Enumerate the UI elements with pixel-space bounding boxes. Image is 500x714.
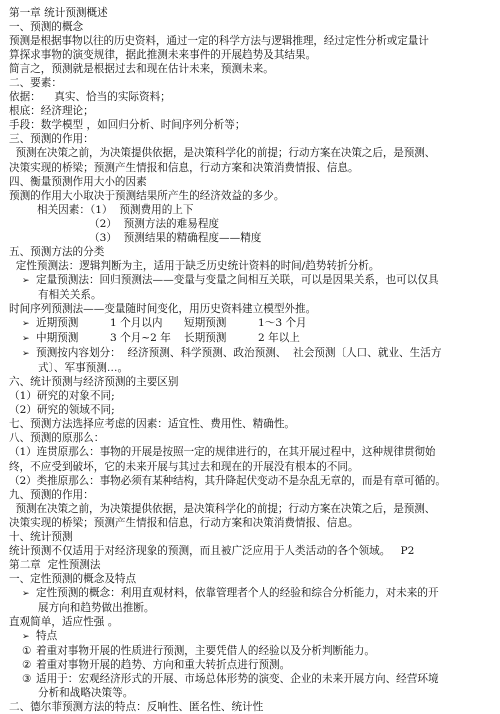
paragraph-line: 预测在决策之前，为决策提供依据，是决策科学化的前提；行动方案在决策之后，是预测、	[9, 502, 436, 515]
term-value: 1～3 个月	[258, 317, 307, 330]
section-heading: 四、衡量预测作用大小的因素	[9, 175, 147, 188]
paragraph-line: 手段：数学模型 ，如回归分析、时间序列分析等；	[9, 119, 246, 132]
arrow-bullet-icon: ➢	[22, 319, 30, 330]
numbered-item	[9, 658, 492, 672]
bullet-continuation: 展方向和趋势做出推断。	[38, 601, 155, 614]
section-heading: 五、预测方法的分类	[9, 245, 105, 258]
arrow-bullet-icon: ➢	[22, 632, 30, 643]
item-text: 着重对事物开展的性质进行预测，主要凭借人的经验以及分析判断能力。	[36, 645, 375, 658]
term-label: 短期预测	[184, 317, 227, 330]
term-value: 3 个月~2 年	[110, 332, 171, 345]
bullet-item	[9, 273, 492, 288]
section-heading: 二、要素：	[9, 77, 62, 90]
section-heading: 九、预测的作用：	[9, 488, 94, 501]
bullet-item	[9, 316, 492, 331]
section-heading: 八、预测的原那么：	[9, 432, 105, 445]
section-heading: 一、预测的概念	[9, 21, 84, 34]
section-heading: 一、定性预测的概念及特点	[9, 572, 137, 585]
paragraph-line: 算探求事物的演变规律，据此推测未来事件的开展趋势及其结果。	[9, 49, 317, 62]
bullet-continuation: 式〕、军事预测…。	[38, 362, 129, 375]
factor-line: （2） 预测方法的难易程度	[89, 217, 220, 230]
bullet-item	[9, 346, 492, 361]
paragraph-line: 简言之，预测就是根据过去和现在估计未来，预测未来。	[9, 63, 274, 76]
bullet-continuation: 有相关关系。	[38, 288, 102, 301]
item-number: ①	[22, 645, 32, 658]
arrow-bullet-icon: ➢	[22, 349, 30, 360]
section-heading: 十、统计预测	[9, 530, 73, 543]
bullet-text: 定量预测法：回归预测法——变量与变量之间相互关联，可以是因果关系，也可以仅具	[36, 273, 439, 286]
item-number: ②	[22, 659, 32, 672]
numbered-item	[9, 644, 492, 658]
list-item: （1）研究的对象不同;	[9, 390, 115, 403]
factor-line: 相关因素：（1） 预测费用的上下	[37, 203, 194, 216]
bullet-text: 特点	[36, 630, 58, 643]
section-heading: 三、预测的作用：	[9, 133, 94, 146]
list-item: （2）类推原那么：事物必须有某种结构，其升降起伏变动不是杂乱无章的，而是有章可循的。	[9, 474, 446, 487]
factor-line: （3） 预测结果的精确程度——精度	[89, 231, 262, 244]
paragraph-line: 根底：经济理论；	[9, 105, 94, 118]
paragraph-line: 预测的作用大小取决于预测结果所产生的经济效益的多少。	[9, 189, 285, 202]
chapter-heading: 第一章 统计预测概述	[9, 7, 108, 19]
paragraph-line: 决策实现的桥梁；预测产生情报和信息，行动方案和决策消费情报、信息。	[9, 161, 359, 174]
paragraph-line: 决策实现的桥梁；预测产生情报和信息，行动方案和决策消费情报、信息。	[9, 516, 359, 529]
section-heading: 六、统计预测与经济预测的主要区别	[9, 376, 179, 389]
paragraph-line: 预测是根据事物以往的历史资料，通过一定的科学方法与逻辑推理，经过定性分析或定量计	[9, 35, 429, 48]
paragraph-line: 直观简单，适应性强 。	[9, 616, 119, 629]
term-label: 长期预测	[184, 332, 227, 345]
paragraph-line: 定性预测法：逻辑判断为主，适用于缺乏历史统计资料的时间/趋势转折分析。	[9, 259, 380, 272]
arrow-bullet-icon: ➢	[22, 334, 30, 345]
item-text: 适用于：宏观经济形式的开展、市场总体形势的演变、企业的未来开展方向、经营环境	[36, 673, 439, 686]
term-value: 2 年以上	[258, 332, 300, 345]
paragraph-line: 预测在决策之前，为决策提供依据，是决策科学化的前提；行动方案在决策之后，是预测、	[9, 147, 436, 160]
item-number: ③	[22, 673, 32, 686]
term-value: 1 个月以内	[110, 317, 163, 330]
bullet-text: 定性预测的概念：利用直观材料，依靠管理者个人的经验和综合分析能力，对未来的开	[36, 586, 439, 599]
chapter-heading: 第二章 定性预测法	[9, 558, 101, 571]
bullet-item	[9, 586, 492, 601]
section-heading: 七、预测方法选择应考虑的因素：适宜性、费用性、精确性。	[9, 418, 296, 431]
list-item-continuation: 终，不应受到破坏，它的未来开展与其过去和现在的开展没有根本的不同。	[9, 460, 359, 473]
bullet-item	[9, 629, 492, 644]
paragraph-line: 依据： 真实、恰当的实际资料；	[9, 91, 171, 104]
numbered-item-continuation: 分析和战略决策等。	[38, 687, 134, 700]
bullet-item	[9, 331, 492, 346]
term-label: 近期预测	[36, 317, 79, 330]
paragraph-line: 时间序列预测法——变量随时间变化，用历史资料建立模型外推。	[9, 302, 317, 315]
term-label: 中期预测	[36, 332, 79, 345]
numbered-item	[9, 672, 492, 686]
arrow-bullet-icon: ➢	[22, 588, 30, 599]
arrow-bullet-icon: ➢	[22, 275, 30, 286]
list-item: （2）研究的领域不同;	[9, 404, 115, 417]
list-item: （1）连贯原那么：事物的开展是按照一定的规律进行的，在其开展过程中，这种规律贯彻始	[9, 446, 436, 459]
paragraph-line: 统计预测不仅适用于对经济现象的预测，而且被广泛应用于人类活动的各个领域。 P2	[9, 544, 415, 557]
bullet-text: 预测按内容划分： 经济预测、科学预测、政治预测、 社会预测〔人口、就业、生活方	[36, 347, 442, 360]
section-heading: 二、德尔菲预测方法的特点：反响性、匿名性、统计性	[9, 701, 264, 714]
item-text: 着重对事物开展的趋势、方向和重大转折点进行预测。	[36, 659, 291, 672]
